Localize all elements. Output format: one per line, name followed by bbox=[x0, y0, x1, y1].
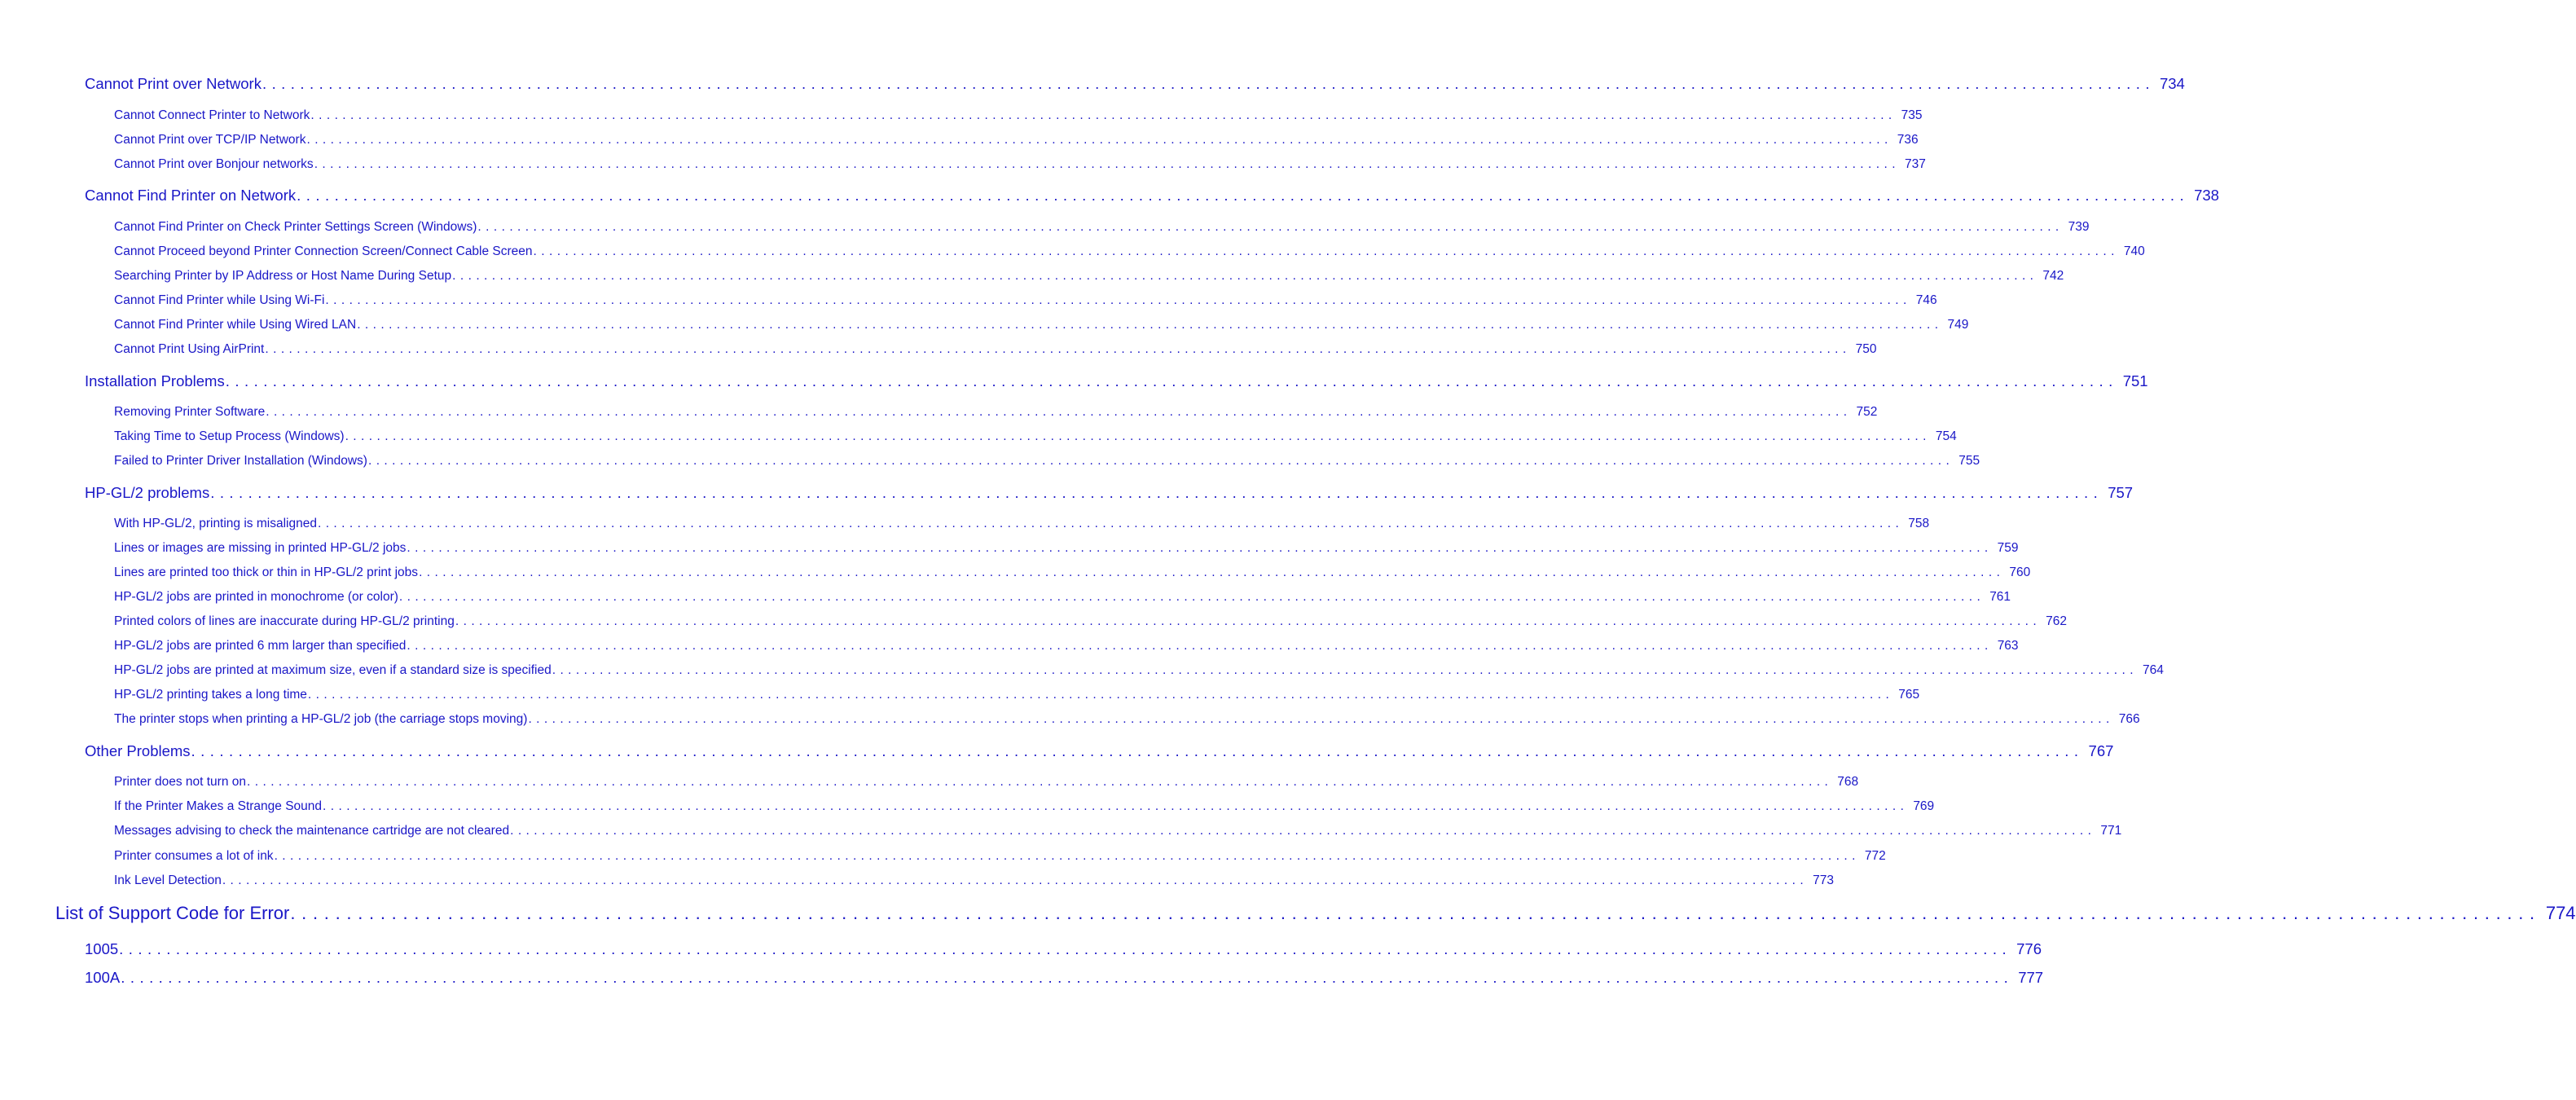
toc-leader-dots: ........................................................................................................................................................................................................ bbox=[398, 590, 1985, 604]
toc-entry-title: 100A bbox=[85, 969, 121, 986]
toc-entry-page-number: 736 bbox=[1897, 133, 1919, 147]
toc-entry-page-number: 767 bbox=[2088, 742, 2114, 759]
toc-entry-page-number: 764 bbox=[2143, 663, 2164, 677]
toc-entry-page-number: 760 bbox=[2009, 565, 2031, 579]
toc-entry-title: If the Printer Makes a Strange Sound bbox=[114, 799, 323, 813]
toc-entry-title: List of Support Code for Error bbox=[55, 903, 290, 923]
toc-entry[interactable] bbox=[114, 639, 2019, 653]
toc-entry-page-number: 762 bbox=[2046, 614, 2068, 628]
toc-leader-dots: ........................................................................................................................................................................................................ bbox=[225, 372, 2118, 389]
toc-entry-title: Ink Level Detection bbox=[114, 873, 222, 887]
toc-entry-page-number: 754 bbox=[1935, 429, 1957, 443]
toc-entry[interactable] bbox=[114, 293, 1937, 308]
toc-entry-page-number: 738 bbox=[2194, 187, 2219, 204]
toc-entry-title: Removing Printer Software bbox=[114, 405, 266, 419]
toc-leader-dots: ........................................................................................................................................................................................................ bbox=[477, 220, 2064, 234]
toc-entry[interactable] bbox=[114, 688, 1920, 702]
toc-entry-title: Lines or images are missing in printed HP-GL/2 jobs bbox=[114, 541, 407, 555]
toc-entry-title: Cannot Find Printer on Network bbox=[85, 187, 297, 204]
toc-leader-dots: ........................................................................................................................................................................................................ bbox=[266, 405, 1852, 419]
toc-leader-dots: ........................................................................................................................................................................................................ bbox=[306, 133, 1892, 147]
toc-entry-page-number: 758 bbox=[1908, 517, 1930, 530]
toc-entry-title: HP-GL/2 jobs are printed at maximum size, even if a standard size is specified bbox=[114, 663, 552, 677]
toc-leader-dots: ........................................................................................................................................................................................................ bbox=[265, 342, 1851, 356]
toc-leader-dots: ........................................................................................................................................................................................................ bbox=[407, 639, 1993, 653]
toc-entry[interactable] bbox=[114, 454, 1980, 469]
toc-leader-dots: ........................................................................................................................................................................................................ bbox=[452, 269, 2038, 283]
toc-entry[interactable] bbox=[55, 903, 2576, 924]
toc-entry-page-number: 757 bbox=[2108, 484, 2134, 501]
toc-entry-title: Printer does not turn on bbox=[114, 775, 246, 789]
toc-entry-title: HP-GL/2 printing takes a long time bbox=[114, 688, 307, 702]
toc-entry[interactable] bbox=[114, 157, 1926, 172]
toc-leader-dots: ........................................................................................................................................................................................................ bbox=[290, 903, 2541, 923]
toc-entry-page-number: 773 bbox=[1813, 873, 1834, 887]
toc-leader-dots: ........................................................................................................................................................................................................ bbox=[274, 849, 1860, 863]
toc-entry-page-number: 734 bbox=[2159, 75, 2185, 92]
toc-entry-title: Cannot Find Printer while Using Wi-Fi bbox=[114, 293, 325, 307]
toc-entry-page-number: 766 bbox=[2118, 712, 2140, 726]
toc-leader-dots: ........................................................................................................................................................................................................ bbox=[325, 293, 1911, 307]
toc-entry-page-number: 759 bbox=[1997, 541, 2019, 555]
toc-entry-page-number: 739 bbox=[2068, 220, 2090, 234]
toc-entry-title: With HP-GL/2, printing is misaligned bbox=[114, 517, 317, 530]
toc-leader-dots: ........................................................................................................................................................................................................ bbox=[191, 742, 2084, 759]
toc-entry-title: Cannot Print over Bonjour networks bbox=[114, 157, 314, 171]
toc-entry[interactable] bbox=[114, 663, 2164, 678]
toc-entry[interactable] bbox=[114, 849, 1886, 864]
toc-leader-dots: ........................................................................................................................................................................................................ bbox=[247, 775, 1833, 789]
toc-entry[interactable] bbox=[114, 799, 1935, 814]
toc-entry-title: Other Problems bbox=[85, 742, 191, 759]
toc-entry[interactable] bbox=[114, 590, 2011, 605]
toc-entry[interactable] bbox=[114, 108, 1923, 123]
toc-entry-page-number: 740 bbox=[2123, 244, 2145, 258]
toc-entry-title: Cannot Print over Network bbox=[85, 75, 262, 92]
toc-leader-dots: ........................................................................................................................................................................................................ bbox=[367, 454, 1954, 468]
toc-entry-page-number: 735 bbox=[1901, 108, 1923, 122]
toc-entry-title: Cannot Connect Printer to Network bbox=[114, 108, 310, 122]
toc-entry-page-number: 777 bbox=[2018, 969, 2044, 986]
toc-entry[interactable] bbox=[114, 342, 1877, 357]
toc-leader-dots: ........................................................................................................................................................................................................ bbox=[552, 663, 2138, 677]
toc-entry[interactable] bbox=[114, 712, 2140, 727]
toc-entry[interactable] bbox=[114, 775, 1859, 790]
toc-entry-page-number: 750 bbox=[1855, 342, 1877, 356]
toc-entry-page-number: 761 bbox=[1989, 590, 2011, 604]
toc-entry-title: Failed to Printer Driver Installation (Windows) bbox=[114, 454, 367, 468]
toc-entry-page-number: 776 bbox=[2016, 940, 2042, 957]
toc-entry-page-number: 751 bbox=[2122, 372, 2148, 389]
toc-entry-title: HP-GL/2 problems bbox=[85, 484, 210, 501]
toc-leader-dots: ........................................................................................................................................................................................................ bbox=[314, 157, 1900, 171]
toc-entry[interactable] bbox=[85, 187, 2219, 205]
toc-entry-title: Cannot Proceed beyond Printer Connection Screen/Connect Cable Screen bbox=[114, 244, 533, 258]
toc-entry-page-number: 769 bbox=[1913, 799, 1935, 813]
toc-entry[interactable] bbox=[114, 873, 1834, 888]
toc-entry-page-number: 774 bbox=[2545, 903, 2576, 923]
toc-entry-page-number: 746 bbox=[1915, 293, 1937, 307]
toc-entry[interactable] bbox=[85, 742, 2114, 760]
toc-leader-dots: ........................................................................................................................................................................................................ bbox=[317, 517, 1904, 530]
toc-entry-page-number: 749 bbox=[1947, 318, 1969, 332]
toc-entry[interactable] bbox=[114, 517, 1930, 531]
toc-entry[interactable] bbox=[114, 318, 1969, 332]
toc-entry[interactable] bbox=[85, 969, 2044, 987]
toc-entry-title: HP-GL/2 jobs are printed 6 mm larger than specified bbox=[114, 639, 407, 653]
toc-entry[interactable] bbox=[114, 429, 1957, 444]
toc-entry[interactable] bbox=[114, 220, 2090, 235]
toc-leader-dots: ........................................................................................................................................................................................................ bbox=[407, 541, 1993, 555]
toc-entry-page-number: 737 bbox=[1904, 157, 1926, 171]
toc-entry[interactable] bbox=[85, 940, 2042, 958]
toc-entry-title: The printer stops when printing a HP-GL/2 job (the carriage stops moving) bbox=[114, 712, 528, 726]
toc-entry-page-number: 765 bbox=[1898, 688, 1920, 702]
toc-leader-dots: ........................................................................................................................................................................................................ bbox=[119, 940, 2012, 957]
toc-leader-dots: ........................................................................................................................................................................................................ bbox=[262, 75, 2155, 92]
toc-entry[interactable] bbox=[85, 372, 2148, 390]
toc-entry[interactable] bbox=[114, 541, 2019, 556]
toc-leader-dots: ........................................................................................................................................................................................................ bbox=[419, 565, 2005, 579]
toc-entry-title: Taking Time to Setup Process (Windows) bbox=[114, 429, 345, 443]
toc-entry[interactable] bbox=[114, 405, 1878, 420]
toc-entry-title: Messages advising to check the maintenance cartridge are not cleared bbox=[114, 824, 510, 838]
toc-leader-dots: ........................................................................................................................................................................................................ bbox=[121, 969, 2014, 986]
toc-entry[interactable] bbox=[114, 824, 2122, 838]
toc-entry[interactable] bbox=[85, 75, 2185, 93]
toc-entry[interactable] bbox=[114, 269, 2064, 284]
toc-entry-title: Cannot Print over TCP/IP Network bbox=[114, 133, 306, 147]
toc-leader-dots: ........................................................................................................................................................................................................ bbox=[357, 318, 1943, 332]
toc-leader-dots: ........................................................................................................................................................................................................ bbox=[510, 824, 2096, 838]
toc-entry[interactable] bbox=[114, 565, 2031, 580]
toc-entry-page-number: 768 bbox=[1837, 775, 1859, 789]
toc-leader-dots: ........................................................................................................................................................................................................ bbox=[222, 873, 1809, 887]
toc-entry-title: Printed colors of lines are inaccurate during HP-GL/2 printing bbox=[114, 614, 455, 628]
toc-entry-title: 1005 bbox=[85, 940, 119, 957]
toc-entry[interactable] bbox=[114, 244, 2145, 259]
toc-leader-dots: ........................................................................................................................................................................................................ bbox=[210, 484, 2103, 501]
toc-leader-dots: ........................................................................................................................................................................................................ bbox=[323, 799, 1909, 813]
toc-entry[interactable] bbox=[114, 614, 2068, 629]
toc-entry-page-number: 771 bbox=[2100, 824, 2122, 838]
toc-entry-page-number: 772 bbox=[1864, 849, 1886, 863]
toc-entry-title: Printer consumes a lot of ink bbox=[114, 849, 274, 863]
toc-entry-title: HP-GL/2 jobs are printed in monochrome (or color) bbox=[114, 590, 398, 604]
toc-entry-title: Cannot Print Using AirPrint bbox=[114, 342, 265, 356]
toc-entry-title: Cannot Find Printer while Using Wired LAN bbox=[114, 318, 357, 332]
toc-leader-dots: ........................................................................................................................................................................................................ bbox=[307, 688, 1894, 702]
toc-leader-dots: ........................................................................................................................................................................................................ bbox=[455, 614, 2042, 628]
toc-leader-dots: ........................................................................................................................................................................................................ bbox=[528, 712, 2114, 726]
toc-entry-title: Searching Printer by IP Address or Host Name During Setup bbox=[114, 269, 452, 283]
toc-entry-title: Lines are printed too thick or thin in HP-GL/2 print jobs bbox=[114, 565, 419, 579]
toc-entry-page-number: 763 bbox=[1997, 639, 2019, 653]
toc-entry-title: Installation Problems bbox=[85, 372, 225, 389]
toc-leader-dots: ........................................................................................................................................................................................................ bbox=[533, 244, 2119, 258]
toc-entry[interactable] bbox=[85, 484, 2134, 502]
toc-entry-title: Cannot Find Printer on Check Printer Settings Screen (Windows) bbox=[114, 220, 477, 234]
toc-leader-dots: ........................................................................................................................................................................................................ bbox=[310, 108, 1897, 122]
toc-entry-page-number: 752 bbox=[1856, 405, 1878, 419]
toc-entry[interactable] bbox=[114, 133, 1919, 147]
toc-leader-dots: ........................................................................................................................................................................................................ bbox=[297, 187, 2190, 204]
toc-entry-page-number: 742 bbox=[2042, 269, 2064, 283]
toc-leader-dots: ........................................................................................................................................................................................................ bbox=[345, 429, 1931, 443]
toc-entry-page-number: 755 bbox=[1958, 454, 1980, 468]
